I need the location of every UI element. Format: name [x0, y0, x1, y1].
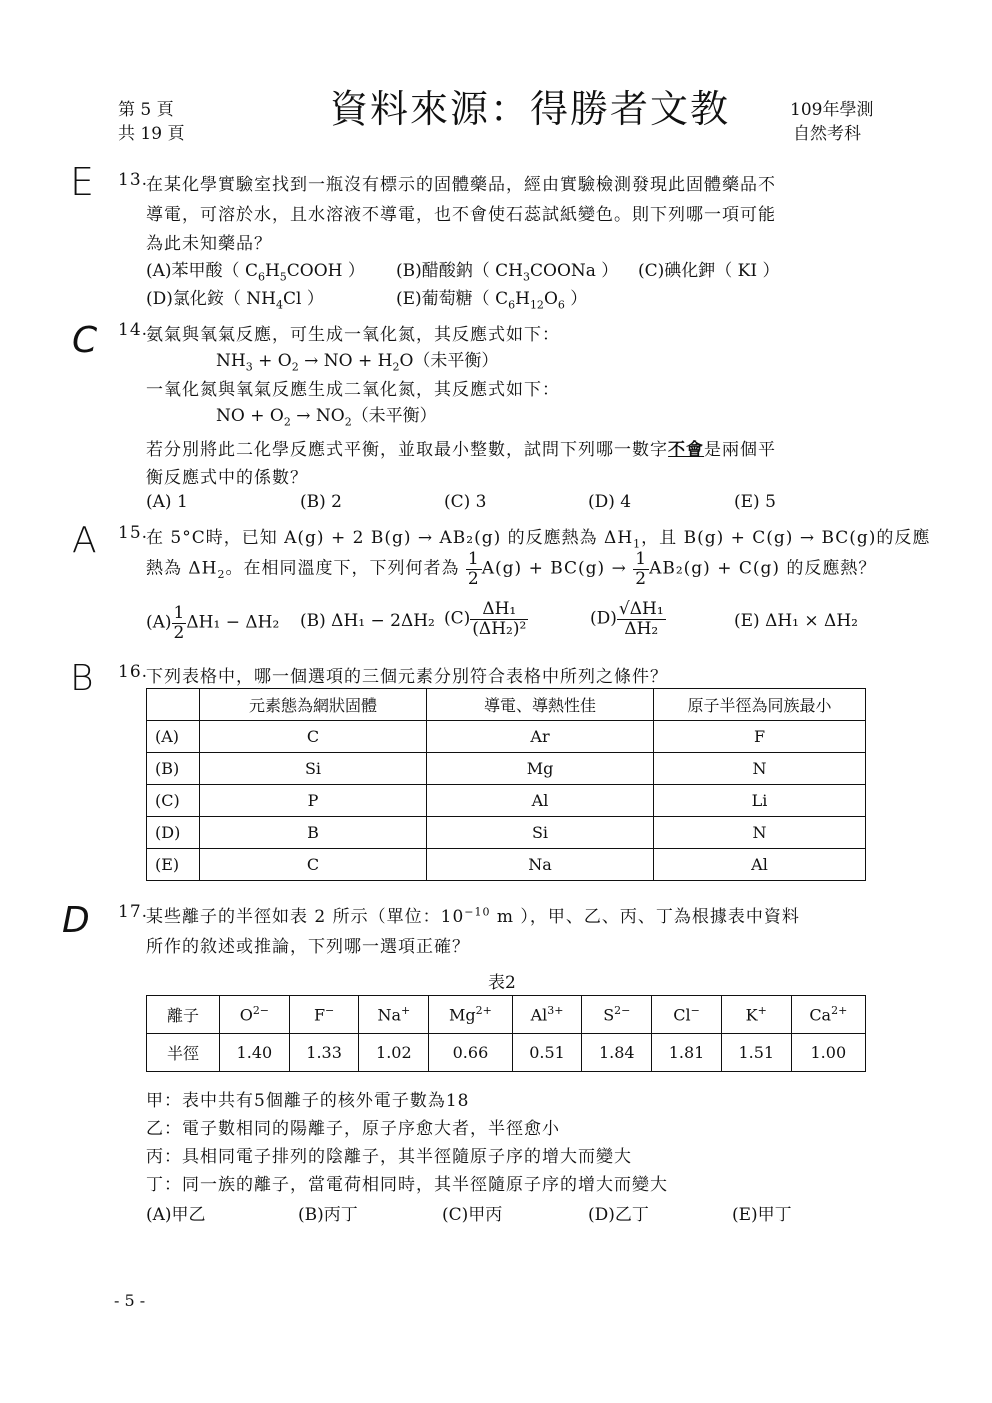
page-number: 第 5 頁: [118, 100, 174, 120]
q13-line1: 在某化學實驗室找到一瓶沒有標示的固體藥品，經由實驗檢測發現此固體藥品不: [146, 175, 776, 195]
answer-q14: C: [72, 320, 98, 361]
exam-year: 109年學測: [790, 100, 874, 120]
table-cell: Na: [427, 849, 654, 881]
q15-option-c: (C) $\frac{\text{ΔH₁}}{\text{(ΔH₂)²}}$: [444, 599, 527, 639]
table-cell: 1.51: [721, 1034, 791, 1072]
q14-option-a: (A) 1: [146, 492, 188, 512]
q13-number: 13.: [118, 170, 149, 190]
table-row: [147, 721, 866, 753]
table-cell: F−: [289, 996, 359, 1034]
table-cell: (B): [147, 753, 200, 785]
table-cell: N: [654, 817, 866, 849]
table-cell: (C): [147, 785, 200, 817]
table-row: [147, 1034, 866, 1072]
q17-number: 17.: [118, 902, 149, 922]
q15-half-fraction-2: $\frac{1}{2}$: [635, 549, 648, 589]
q16-number: 16.: [118, 662, 149, 682]
q13-option-d: (D)氯化銨（ $NH_4Cl$ ）: [146, 289, 324, 312]
table-cell: $Mg^{2+}$: [429, 996, 512, 1034]
q14-line1: 氨氣與氧氣反應，可生成一氧化氮，其反應式如下：: [146, 325, 560, 345]
q14-emphasis: 不會: [668, 440, 704, 460]
q14-equation1: $NH_3 + O_2$ → NO + $H_2O$（未平衡）: [216, 351, 499, 374]
q17-option-d: (D)乙丁: [588, 1205, 649, 1225]
table-header-cell: 元素態為網狀固體: [200, 689, 427, 721]
q13-option-e: (E)葡萄糖（ $C_6H_{12}O_6$ ）: [396, 289, 588, 312]
q14-line4: 衡反應式中的係數？: [146, 468, 308, 488]
table-cell: 1.40: [220, 1034, 290, 1072]
table-header-cell: [147, 689, 200, 721]
answer-q16: B: [70, 658, 94, 699]
table-row: [147, 849, 866, 881]
table-header-cell: 導電、導熱性佳: [427, 689, 654, 721]
table-cell: C: [200, 849, 427, 881]
q17-line2: 所作的敘述或推論，下列哪一選項正確？: [146, 937, 470, 957]
table-cell: Mg: [427, 753, 654, 785]
q17-option-c: (C)甲丙: [442, 1205, 503, 1225]
q13-line2: 導電，可溶於水，且水溶液不導電，也不會使石蕊試紙變色。則下列哪一項可能: [146, 205, 776, 225]
answer-q15: A: [72, 520, 97, 561]
table-cell: Al: [427, 785, 654, 817]
q15-option-b: (B) ΔH₁ − 2ΔH₂: [300, 611, 435, 631]
q17-line1: 某些離子的半徑如表 2 所示（單位：$10^{-10}$ m ），甲、乙、丙、丁為根據表中資料: [146, 905, 800, 927]
q14-equation2: NO + $O_2 \to NO_2$（未平衡）: [216, 406, 437, 429]
table-cell: N: [654, 753, 866, 785]
table-cell: Cl−: [652, 996, 722, 1034]
q13-option-c: (C)碘化鉀（ KI ）: [638, 261, 780, 281]
q14-option-e: (E) 5: [734, 492, 776, 512]
table-cell: 1.81: [652, 1034, 722, 1072]
table-cell: (D): [147, 817, 200, 849]
table-cell: C: [200, 721, 427, 753]
table-cell: B: [200, 817, 427, 849]
q14-option-c: (C) 3: [444, 492, 487, 512]
table-cell: 0.66: [429, 1034, 512, 1072]
source-handwriting: 資料來源：得勝者文教: [330, 87, 731, 131]
q13-option-a: (A)苯甲酸（ $C_6H_5COOH$ ）: [146, 261, 365, 284]
answer-q13: E: [70, 160, 95, 204]
q14-number: 14.: [118, 320, 149, 340]
page-total: 共 19 頁: [118, 124, 185, 144]
table-cell: $Ca^{2+}$: [791, 996, 865, 1034]
q14-option-b: (B) 2: [300, 492, 342, 512]
table-header-row: [147, 689, 866, 721]
q15-option-d: (D) $\frac{\text{√ΔH₁}}{\text{ΔH₂}}$: [590, 599, 664, 639]
q14-option-d: (D) 4: [588, 492, 632, 512]
q13-line3: 為此未知藥品？: [146, 234, 272, 254]
table-cell: 0.51: [512, 1034, 582, 1072]
table-cell: 1.33: [289, 1034, 359, 1072]
table-row: [147, 996, 866, 1034]
table-header-cell: 原子半徑為同族最小: [654, 689, 866, 721]
q17-statement-4: 丁：同一族的離子，當電荷相同時，其半徑隨原子序的增大而變大: [146, 1175, 668, 1195]
footer-page-number: - 5 -: [114, 1291, 146, 1310]
q15-line2: 熱為 $\Delta H_2$。在相同溫度下，下列何者為 $\frac{1}{2}$ A(g) + BC(g) → $\frac{1}{2}$ AB₂(g) + C(g) 的反應熱？: [146, 549, 877, 589]
table-cell: $Al^{3+}$: [512, 996, 582, 1034]
q17-option-b: (B)丙丁: [298, 1205, 358, 1225]
table-row: [147, 785, 866, 817]
table-cell: P: [200, 785, 427, 817]
q14-line2: 一氧化氮與氧氣反應生成二氧化氮，其反應式如下：: [146, 380, 560, 400]
table-cell: Si: [200, 753, 427, 785]
q16-stem: 下列表格中，哪一個選項的三個元素分別符合表格中所列之條件？: [146, 667, 668, 687]
table-cell: Na+: [359, 996, 429, 1034]
q17-ion-table: [146, 995, 866, 1072]
q14-line3: 若分別將此二化學反應式平衡，並取最小整數，試問下列哪一數字不會是兩個平: [146, 440, 776, 460]
q16-table: [146, 688, 866, 881]
answer-q17: D: [62, 900, 90, 941]
q15-line1: 在 5°C時，已知 A(g) + 2 B(g) → AB₂(g) 的反應熱為 $\Delta H_1$，且 B(g) + C(g) → BC(g)的反應: [146, 528, 931, 551]
table-row: [147, 753, 866, 785]
q17-statement-1: 甲：表中共有5個離子的核外電子數為18: [146, 1091, 470, 1111]
table-cell: $S^{2-}$: [582, 996, 652, 1034]
q15-option-a: (A) $\frac{1}{2}$ ΔH₁ − ΔH₂: [146, 603, 280, 643]
table-cell: (A): [147, 721, 200, 753]
q15-option-e: (E) ΔH₁ × ΔH₂: [734, 611, 858, 631]
q15-number: 15.: [118, 523, 149, 543]
table-cell: 1.00: [791, 1034, 865, 1072]
q17-option-e: (E)甲丁: [732, 1205, 792, 1225]
table-cell: Li: [654, 785, 866, 817]
table-cell: Al: [654, 849, 866, 881]
q13-option-b: (B)醋酸鈉（ $CH_3COONa$ ）: [396, 261, 619, 284]
q17-table-title: 表2: [488, 973, 516, 993]
q15-half-fraction: $\frac{1}{2}$: [467, 549, 480, 589]
q17-option-a: (A)甲乙: [146, 1205, 206, 1225]
table-cell: 1.02: [359, 1034, 429, 1072]
table-cell: (E): [147, 849, 200, 881]
table-cell: Ar: [427, 721, 654, 753]
table-cell: Si: [427, 817, 654, 849]
table-cell: 半徑: [147, 1034, 220, 1072]
table-cell: F: [654, 721, 866, 753]
q17-statement-2: 乙：電子數相同的陽離子，原子序愈大者，半徑愈小: [146, 1119, 560, 1139]
table-cell: 離子: [147, 996, 220, 1034]
exam-subject: 自然考科: [793, 124, 861, 144]
table-cell: $O^{2-}$: [220, 996, 290, 1034]
table-cell: K+: [721, 996, 791, 1034]
q17-statement-3: 丙：具相同電子排列的陰離子，其半徑隨原子序的增大而變大: [146, 1147, 632, 1167]
table-cell: 1.84: [582, 1034, 652, 1072]
table-row: [147, 817, 866, 849]
